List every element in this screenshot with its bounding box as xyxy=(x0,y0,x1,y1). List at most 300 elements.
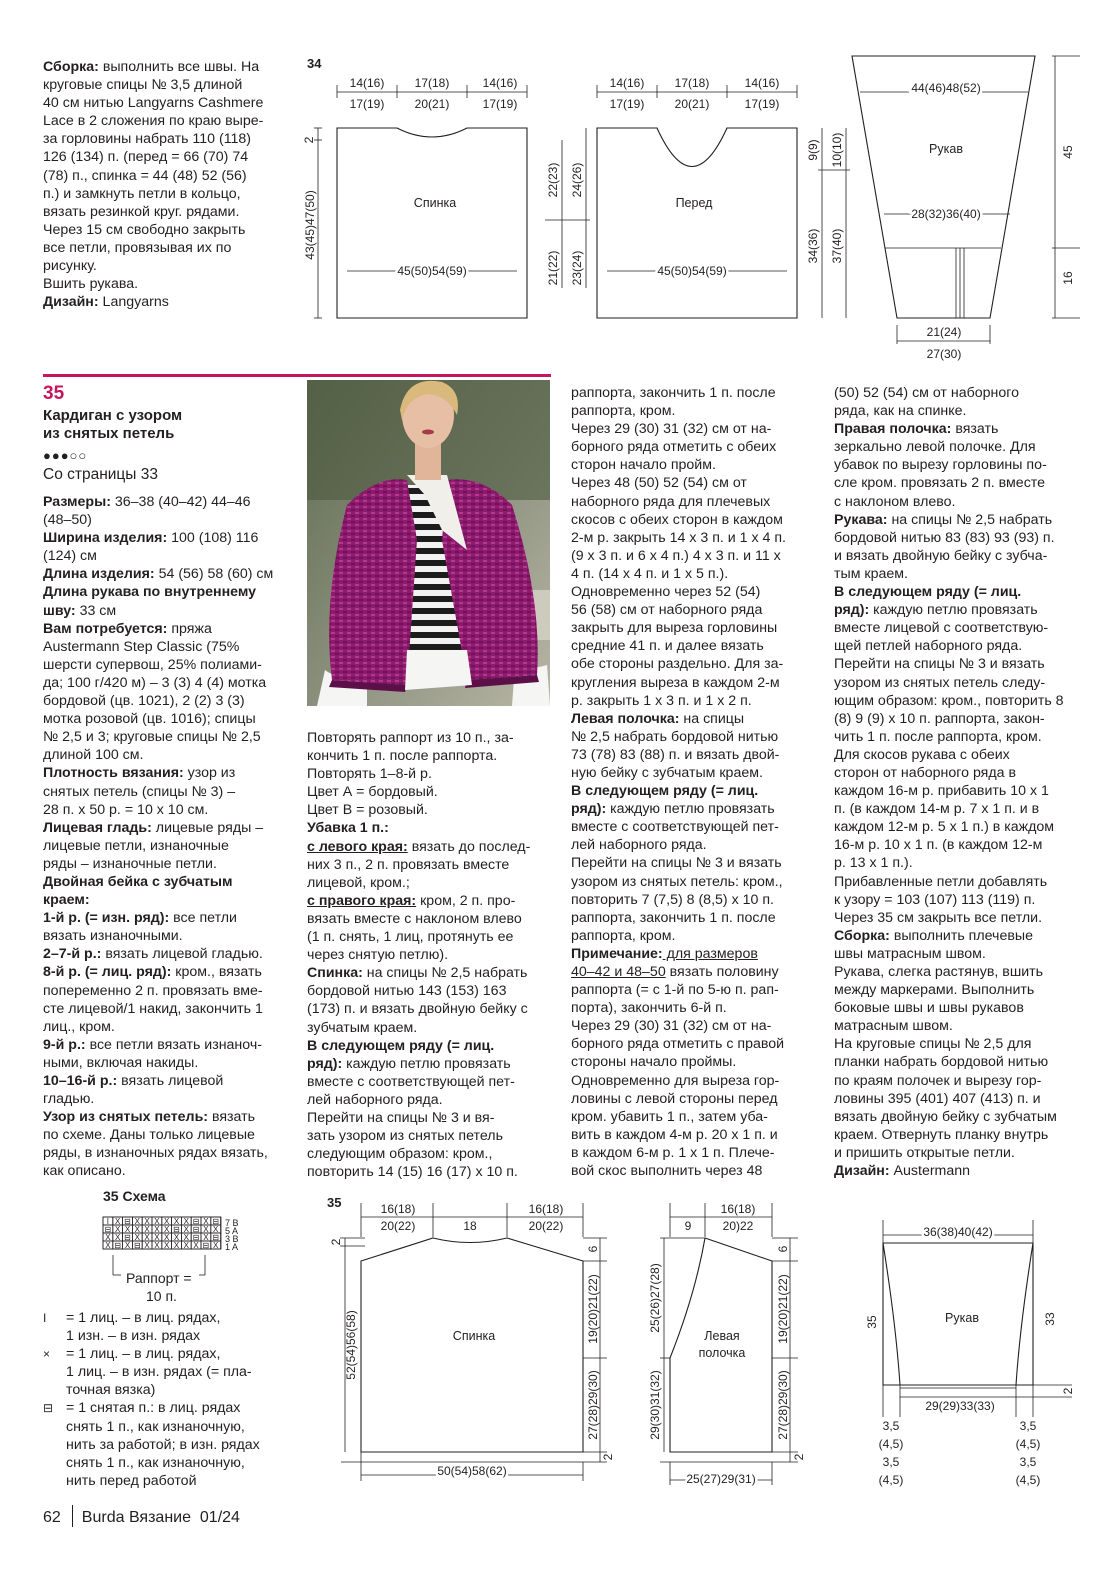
text-line: зать узором из снятых петель xyxy=(307,1128,503,1145)
text-line: п.) и замкнуть петли в кольцо, xyxy=(43,185,241,202)
chart-cell-symbol: ⊟ xyxy=(212,1233,220,1242)
text-line: зубчатым краем. xyxy=(307,1019,418,1036)
svg-text:44(46)48(52): 44(46)48(52) xyxy=(911,81,981,95)
text-line: и вязать двойную бейку с зубча- xyxy=(834,547,1048,564)
chart-cell-symbol: ⊟ xyxy=(124,1217,131,1226)
text-line: зеркально левой полочке. Для xyxy=(834,439,1036,456)
chart-cell-symbol: ⊟ xyxy=(192,1225,200,1234)
text-line: Цвет В = розовый. xyxy=(307,802,428,819)
text-line: 126 (134) п. (перед = 66 (70) 74 xyxy=(43,149,249,166)
text-line: ловины с левой стороны перед xyxy=(571,1090,778,1107)
text-line: ряда, как на спинке. xyxy=(834,403,967,420)
text-line: 10–16-й р.: вязать лицевой xyxy=(43,1073,224,1089)
chart-cell-symbol: X xyxy=(144,1241,150,1250)
section-divider xyxy=(43,374,551,377)
chart-cell-symbol: X xyxy=(154,1225,160,1234)
text-line: краем. Отвернуть планку внутрь xyxy=(834,1126,1049,1143)
svg-text:45(50)54(59): 45(50)54(59) xyxy=(397,264,467,278)
text-line: Одновременно для выреза гор- xyxy=(571,1072,780,1089)
text-line: 4 п. (14 х 4 п. и 1 х 5 п.). xyxy=(571,565,729,582)
text-line: Через 29 (30) 31 (32) см от на- xyxy=(571,421,772,438)
text-column-1 xyxy=(43,493,293,1181)
svg-text:14(16): 14(16) xyxy=(482,76,518,90)
text-line: В следующем ряду (= лиц. xyxy=(307,1037,495,1054)
text-line: сте лицевой/1 накид, закончить 1 xyxy=(43,1000,263,1017)
text-line: шву: 33 см xyxy=(43,602,117,619)
text-line: (173) п. и вязать двойную бейку с xyxy=(307,1001,528,1018)
text-line: кром. убавить 1 п., затем уба- xyxy=(571,1108,768,1125)
text-line: закрыть для выреза горловины xyxy=(571,620,778,637)
chart-cell-symbol: I xyxy=(106,1217,110,1226)
text-line: борного ряда отметить с правой xyxy=(571,1036,785,1053)
text-column-3 xyxy=(571,384,821,1180)
chart-cell-symbol: X xyxy=(203,1217,209,1226)
chart-title: 35 Схема xyxy=(103,1188,166,1204)
text-line: с правого края: кром, 2 п. про- xyxy=(307,892,516,909)
chart-cell-symbol: ⊟ xyxy=(133,1241,141,1250)
svg-text:20(22): 20(22) xyxy=(380,1219,416,1233)
page-footer xyxy=(43,1505,240,1527)
chart-cell-symbol: X xyxy=(164,1217,170,1226)
svg-text:43(45)47(50): 43(45)47(50) xyxy=(303,190,317,260)
svg-text:33: 33 xyxy=(1043,1312,1057,1326)
text-line: Перейти на спицы № 3 и вязать xyxy=(571,855,782,872)
text-line: Размеры: 36–38 (40–42) 44–46 xyxy=(43,494,251,510)
text-line: к узору = 103 (107) 113 (119) п. xyxy=(834,891,1036,908)
svg-text:36(38)40(42): 36(38)40(42) xyxy=(923,1225,993,1239)
svg-text:16(18): 16(18) xyxy=(380,1202,416,1216)
svg-text:Рукав: Рукав xyxy=(945,1311,979,1325)
text-line: Узор из снятых петель: вязать xyxy=(43,1109,255,1126)
text-line: раппорта, кром. xyxy=(571,927,676,944)
text-line: 2-м р. закрыть 14 х 3 п. и 1 х 4 п. xyxy=(571,529,786,546)
svg-text:14(16): 14(16) xyxy=(349,76,385,90)
chart-cell-symbol: ⊟ xyxy=(104,1225,112,1234)
text-line: и пришить открытые петли. xyxy=(834,1144,1015,1161)
text-line: Длина изделия: 54 (56) 58 (60) см xyxy=(43,566,274,583)
text-line: р. закрыть 1 х 3 п. и 1 х 2 п. xyxy=(571,692,752,709)
text-line: Прибавленные петли добавлять xyxy=(834,873,1048,890)
svg-text:2: 2 xyxy=(329,1238,343,1246)
diagram-35-number: 35 xyxy=(327,1195,342,1210)
text-line: Повторять 1–8-й р. xyxy=(307,766,432,783)
svg-text:27(30): 27(30) xyxy=(926,347,962,361)
page-reference: Со страницы 33 xyxy=(43,466,158,483)
svg-text:7 B: 7 B xyxy=(225,1218,239,1228)
svg-text:Перед: Перед xyxy=(675,196,713,210)
svg-text:2: 2 xyxy=(1061,1387,1075,1395)
text-line: бордовой (цв. 1021), 2 (2) 3 (3) xyxy=(43,693,245,710)
text-line: узором из снятых петель: кром., xyxy=(571,873,783,890)
svg-text:3,5: 3,5 xyxy=(1019,1455,1037,1469)
svg-text:45: 45 xyxy=(1061,145,1075,159)
chart-cell-symbol: ⊟ xyxy=(192,1233,200,1242)
text-line: р. 13 х 1 п.). xyxy=(834,855,913,872)
svg-text:10(10): 10(10) xyxy=(830,132,844,168)
cardigan-photo xyxy=(307,380,550,706)
text-line: них 3 п., 2 п. провязать вместе xyxy=(307,856,510,873)
svg-text:2: 2 xyxy=(792,1453,806,1461)
text-line: каждом 16-м р. прибавить 10 х 1 xyxy=(834,783,1049,800)
text-line: (9 х 3 п. и 6 х 4 п.) 4 х 3 п. и 11 х xyxy=(571,547,781,564)
svg-text:24(26): 24(26) xyxy=(570,162,584,198)
text-line: круговые спицы № 3,5 длиной xyxy=(43,77,243,94)
svg-text:21(24): 21(24) xyxy=(926,325,962,339)
svg-text:Спинка: Спинка xyxy=(452,1329,496,1343)
text-line: Рукава: на спицы № 2,5 набрать xyxy=(834,511,1053,528)
text-line: (48–50) xyxy=(43,512,92,529)
text-line: (8) 9 (9) х 10 п. раппорта, закон- xyxy=(834,710,1045,727)
svg-text:23(24): 23(24) xyxy=(570,250,584,286)
chart-cell-symbol: ⊟ xyxy=(124,1233,131,1242)
svg-text:5 A: 5 A xyxy=(225,1226,239,1236)
text-line: длиной 100 см. xyxy=(43,747,144,764)
text-line: Левая полочка: на спицы xyxy=(571,710,745,727)
text-line: в каждом 6-м р. 1 х 1 п. Плече- xyxy=(571,1144,775,1161)
chart-cell-symbol: X xyxy=(124,1241,131,1250)
svg-text:27(28)29(30): 27(28)29(30) xyxy=(586,1370,600,1440)
text-line: Убавка 1 п.: xyxy=(307,820,389,837)
text-line: (78) п., спинка = 44 (48) 52 (56) xyxy=(43,167,247,184)
chart-cell-symbol: X xyxy=(213,1241,219,1250)
svg-text:14(16): 14(16) xyxy=(609,76,645,90)
chart-cell-symbol: X xyxy=(183,1225,189,1234)
text-line: В следующем ряду (= лиц. xyxy=(571,783,759,800)
chart-cell-symbol: X xyxy=(173,1233,180,1242)
text-line: Austermann Step Classic (75% xyxy=(43,638,240,655)
text-line: вязать двойную бейку с зубчатым xyxy=(834,1108,1057,1125)
svg-text:2: 2 xyxy=(302,136,316,144)
text-line: ными, включая накиды. xyxy=(43,1054,199,1071)
text-line: Ширина изделия: 100 (108) 116 xyxy=(43,530,259,547)
svg-text:17(19): 17(19) xyxy=(744,97,780,111)
chart-cell-symbol: X xyxy=(203,1225,209,1234)
text-line: 9-й р.: все петли вязать изнаноч- xyxy=(43,1036,262,1053)
text-line: № 2,5 и 3; круговые спицы № 2,5 xyxy=(43,729,261,746)
svg-text:25(26)27(28): 25(26)27(28) xyxy=(648,1263,662,1333)
svg-text:Левая: Левая xyxy=(704,1329,740,1343)
text-line: шерсти супервош, 25% полиами- xyxy=(43,656,262,673)
svg-text:2: 2 xyxy=(601,1453,615,1461)
text-line: Длина рукава по внутреннему xyxy=(43,584,257,601)
text-line: попеременно 2 п. провязать вме- xyxy=(43,982,263,999)
text-line: через снятую петлю). xyxy=(307,947,449,964)
svg-text:3,5: 3,5 xyxy=(1019,1419,1037,1433)
chart-cell-symbol: X xyxy=(213,1225,219,1234)
text-line: Двойная бейка с зубчатым xyxy=(43,873,233,890)
text-line: ряды – изнаночные петли. xyxy=(43,855,217,872)
text-line: между маркерами. Выполнить xyxy=(834,982,1035,999)
svg-text:45(50)54(59): 45(50)54(59) xyxy=(657,264,727,278)
text-line: раппорта, закончить 1 п. после xyxy=(571,385,776,401)
chart-cell-symbol: X xyxy=(193,1241,199,1250)
text-line: На круговые спицы № 2,5 для xyxy=(834,1036,1032,1053)
text-line: сторон от наборного ряда в xyxy=(834,764,1017,781)
svg-text:37(40): 37(40) xyxy=(830,228,844,264)
svg-text:Спинка: Спинка xyxy=(413,196,457,210)
chart-cell-symbol: ⊟ xyxy=(192,1217,200,1226)
text-line: Для скосов рукава с обеих xyxy=(834,746,1010,763)
text-line: с левого края: вязать до послед- xyxy=(307,838,531,855)
text-line: Сборка: выполнить все швы. На xyxy=(43,59,260,75)
text-line: 40–42 и 48–50 вязать половину xyxy=(571,964,779,980)
text-line: вой скос выполнить через 48 xyxy=(571,1163,763,1180)
svg-text:16(18): 16(18) xyxy=(528,1202,564,1216)
svg-text:20(22): 20(22) xyxy=(528,1219,564,1233)
text-line: вязать вместе с наклоном влево xyxy=(307,910,522,927)
chart-cell-symbol: X xyxy=(183,1233,189,1242)
text-column-4 xyxy=(834,384,1084,1180)
text-line: Плотность вязания: узор из xyxy=(43,765,236,782)
text-line: Дизайн: Langyarns xyxy=(43,294,169,311)
text-line: вязать изнаночными. xyxy=(43,928,183,945)
chart-cell-symbol: X xyxy=(144,1225,150,1234)
sleeve-schematic xyxy=(852,56,1080,361)
text-line: матрасным швом. xyxy=(834,1018,953,1035)
chart-cell-symbol: X xyxy=(203,1233,209,1242)
svg-text:6: 6 xyxy=(776,1245,790,1253)
text-line: Через 48 (50) 52 (54) см от xyxy=(571,475,747,492)
text-line: щей петлей наборного ряда. xyxy=(834,638,1023,655)
chart-cell-symbol: X xyxy=(115,1225,121,1234)
svg-text:29(29)33(33): 29(29)33(33) xyxy=(925,1399,995,1413)
text-line: стороны начало проймы. xyxy=(571,1054,737,1071)
text-line: 8-й р. (= лиц. ряд): кром., вязать xyxy=(43,964,262,981)
text-line: Лицевая гладь: лицевые ряды – xyxy=(43,819,264,836)
text-line: следующим образом: кром., xyxy=(307,1146,493,1163)
text-line: ряд): каждую петлю провязать xyxy=(307,1055,511,1072)
text-line: лиц., кром. xyxy=(43,1018,115,1035)
chart-cell-symbol: X xyxy=(134,1233,140,1242)
text-line: Повторять раппорт из 10 п., за- xyxy=(307,730,514,746)
chart-cell-symbol: X xyxy=(124,1225,131,1234)
svg-text:(4,5): (4,5) xyxy=(878,1437,904,1451)
text-line: раппорта, закончить 1 п. после xyxy=(571,909,776,926)
chart-cell-symbol: X xyxy=(164,1225,170,1234)
text-line: узором из снятых петель следу- xyxy=(834,674,1046,691)
text-line: наборного ряда для плечевых xyxy=(571,493,771,510)
text-column-2 xyxy=(307,729,557,1181)
svg-text:20(21): 20(21) xyxy=(414,97,450,111)
svg-text:20)22: 20)22 xyxy=(722,1219,754,1233)
legend-symbol-icon: ⊟ xyxy=(43,1401,54,1416)
svg-text:25(27)29(31): 25(27)29(31) xyxy=(686,1472,756,1486)
chart-cell-symbol: X xyxy=(154,1233,160,1242)
text-line: бордовой нитью 83 (83) 93 (93) п. xyxy=(834,529,1055,546)
svg-text:16: 16 xyxy=(1061,271,1075,285)
text-line: Через 15 см свободно закрыть xyxy=(43,221,246,238)
svg-text:3 B: 3 B xyxy=(225,1234,239,1244)
front-schematic xyxy=(597,76,850,318)
chart-cell-symbol: X xyxy=(164,1241,170,1250)
svg-text:19(20)21(22): 19(20)21(22) xyxy=(586,1274,600,1344)
chart-cell-symbol: X xyxy=(105,1241,111,1250)
text-line: как описано. xyxy=(43,1163,126,1180)
text-line: гладью. xyxy=(43,1091,95,1108)
chart-cell-symbol: X xyxy=(105,1233,111,1242)
text-line: Дизайн: Austermann xyxy=(834,1163,971,1180)
text-line: Спинка: на спицы № 2,5 набрать xyxy=(307,965,528,982)
text-line: п. (в каждом 14-м р. 7 х 1 п. и в xyxy=(834,801,1040,818)
chart-cell-symbol: X xyxy=(183,1217,189,1226)
chart-cell-symbol: ⊟ xyxy=(114,1241,122,1250)
issue: 01/24 xyxy=(199,1509,240,1526)
text-line: повторить 14 (15) 16 (17) х 10 п. xyxy=(307,1164,518,1181)
svg-text:полочка: полочка xyxy=(698,1346,746,1360)
text-line: тым краем. xyxy=(834,565,908,582)
text-line: 56 (58) см от наборного ряда xyxy=(571,602,763,619)
text-line: ную бейку с зубчатым краем. xyxy=(571,764,763,781)
text-line: Цвет А = бордовый. xyxy=(307,784,438,801)
text-line: ряд): каждую петлю провязать xyxy=(571,801,775,818)
chart-cell-symbol: X xyxy=(115,1217,121,1226)
text-line: Рукава, слегка растянув, вшить xyxy=(834,964,1044,980)
svg-text:Рукав: Рукав xyxy=(929,142,963,156)
svg-text:22(23): 22(23) xyxy=(546,162,560,198)
text-line: Перейти на спицы № 3 и вязать xyxy=(834,656,1045,673)
chart-cell-symbol: X xyxy=(134,1217,140,1226)
text-line: Перейти на спицы № 3 и вя- xyxy=(307,1109,495,1126)
text-line: Одновременно через 52 (54) xyxy=(571,584,761,601)
text-line: Через 35 см закрыть все петли. xyxy=(834,909,1043,926)
text-line: кончить 1 п. после раппорта. xyxy=(307,748,498,765)
svg-text:(4,5): (4,5) xyxy=(1015,1437,1041,1451)
text-line: по схеме. Даны только лицевые xyxy=(43,1127,255,1144)
text-line: швы матрасным швом. xyxy=(834,945,986,962)
chart-cell-symbol: X xyxy=(154,1241,160,1250)
text-line: чить 1 п. после раппорта, кром. xyxy=(834,728,1042,745)
text-line: ющим образом: кром., повторить 8 xyxy=(834,692,1064,709)
text-line: Вам потребуется: пряжа xyxy=(43,620,212,637)
text-line: раппорта (= с 1-й по 5-ю п. рап- xyxy=(571,982,779,999)
text-line: В следующем ряду (= лиц. xyxy=(834,584,1022,601)
legend-symbol-icon: I xyxy=(43,1311,47,1325)
text-line: (1 п. снять, 1 лиц, протянуть ее xyxy=(307,929,514,946)
diagram-34 xyxy=(0,0,1111,370)
svg-text:52(54)56(58): 52(54)56(58) xyxy=(344,1310,358,1380)
svg-text:17(19): 17(19) xyxy=(609,97,645,111)
text-line: Lace в 2 сложения по краю выре- xyxy=(43,113,264,130)
diagram-34-number: 34 xyxy=(307,56,322,71)
article-title: Кардиган с узором из снятых петель xyxy=(43,407,183,442)
sleeve-schematic-35 xyxy=(865,1220,1075,1487)
svg-text:9: 9 xyxy=(684,1219,692,1233)
text-line: все петли, провязывая их по xyxy=(43,239,232,256)
text-line: лицевой, кром.; xyxy=(307,874,410,891)
chart-cell-symbol: ⊟ xyxy=(202,1241,210,1250)
text-line: средние 41 п. и далее вязать xyxy=(571,638,764,655)
svg-text:50(54)58(62): 50(54)58(62) xyxy=(437,1464,507,1478)
svg-text:29(30)31(32): 29(30)31(32) xyxy=(648,1370,662,1440)
diagram-35 xyxy=(0,1185,1111,1505)
svg-text:34(36): 34(36) xyxy=(806,228,820,264)
text-line: боковые швы и швы рукавов xyxy=(834,1000,1024,1017)
svg-text:27(28)29(30): 27(28)29(30) xyxy=(776,1370,790,1440)
text-line: скосов с обеих сторон в каждом xyxy=(571,511,783,528)
svg-text:17(18): 17(18) xyxy=(674,76,710,90)
chart-cell-symbol: X xyxy=(134,1225,140,1234)
text-line: вязать резинкой круг. рядами. xyxy=(43,203,240,220)
chart-cell-symbol: ⊟ xyxy=(212,1217,220,1226)
text-line: бордовой нитью 143 (153) 163 xyxy=(307,983,507,1000)
text-line: краем: xyxy=(43,892,90,909)
svg-text:28(32)36(40): 28(32)36(40) xyxy=(911,207,981,221)
svg-text:16(18): 16(18) xyxy=(720,1202,756,1216)
text-line: 1-й р. (= изн. ряд): все петли xyxy=(43,910,237,927)
svg-text:6: 6 xyxy=(586,1245,600,1253)
text-line: каждом 12-м р. 5 х 1 п.) в каждом xyxy=(834,819,1055,836)
svg-text:35: 35 xyxy=(865,1315,879,1329)
text-line: ряд): каждую петлю провязать xyxy=(834,602,1038,619)
text-line: вить в каждом 4-м р. 20 х 1 п. и xyxy=(571,1126,778,1143)
text-line: да; 100 г/420 м) – 3 (3) 4 (4) мотка xyxy=(43,674,267,691)
text-line: 40 см нитью Langyarns Cashmere xyxy=(43,95,264,112)
text-line: раппорта, кром. xyxy=(571,403,676,420)
svg-text:17(18): 17(18) xyxy=(414,76,450,90)
chart-cell-symbol: X xyxy=(173,1217,180,1226)
difficulty-rating: ●●●○○ xyxy=(43,448,88,463)
legend-symbol-icon: × xyxy=(43,1347,51,1362)
svg-text:19(20)21(22): 19(20)21(22) xyxy=(776,1274,790,1344)
legend-item: ⊟ = 1 снятая п.: в лиц. рядах снять 1 п., как изнаночную, нить за работой; в изн. рядах снять 1 п., как изнаночную, нить перед работой xyxy=(43,1400,260,1489)
front-schematic-35 xyxy=(648,1202,806,1486)
magazine-name: Burda Вязание xyxy=(81,1509,191,1526)
chart-cell-symbol: X xyxy=(144,1217,150,1226)
text-line: вместе лицевой с соответствую- xyxy=(834,620,1049,637)
text-line: Примечание: для размеров xyxy=(571,945,758,962)
text-line: убавок по вырезу горловины по- xyxy=(834,457,1047,474)
text-line: сторон начало пройм. xyxy=(571,457,716,474)
chart-cell-symbol: ⊟ xyxy=(173,1225,180,1234)
text-line: повторить 7 (7,5) 8 (8,5) х 10 п. xyxy=(571,891,774,908)
text-line: ряды, в изнаночных рядах вязать, xyxy=(43,1145,268,1162)
svg-text:(4,5): (4,5) xyxy=(1015,1473,1041,1487)
legend-item: × = 1 лиц. – в лиц. рядах, 1 лиц. – в изн. рядах (= пла- точная вязка) xyxy=(43,1346,252,1399)
back-schematic xyxy=(302,76,590,318)
chart-cell-symbol: X xyxy=(173,1241,180,1250)
text-line: 73 (78) 83 (88) п. и вязать двой- xyxy=(571,746,780,763)
text-line: вместе с соответствующей пет- xyxy=(307,1073,515,1090)
text-line: порта), закончить 6-й п. xyxy=(571,1000,727,1017)
text-line: вместе с соответствующей пет- xyxy=(571,819,779,836)
text-line: планки набрать бордовой нитью xyxy=(834,1054,1049,1071)
text-line: обе стороны раздельно. Для за- xyxy=(571,656,784,673)
text-line: с наклоном влево. xyxy=(834,493,956,510)
text-line: за горловины набрать 110 (118) xyxy=(43,131,252,148)
text-line: по краям полочек и вырезу гор- xyxy=(834,1072,1042,1089)
svg-text:(4,5): (4,5) xyxy=(878,1473,904,1487)
svg-text:14(16): 14(16) xyxy=(744,76,780,90)
legend-item: I = 1 лиц. – в лиц. рядах, 1 изн. – в изн. рядах xyxy=(43,1310,221,1345)
svg-text:17(19): 17(19) xyxy=(482,97,518,111)
text-line: кругления выреза в каждом 2-м xyxy=(571,674,780,691)
svg-text:20(21): 20(21) xyxy=(674,97,710,111)
text-line: лицевые петли, изнаночные xyxy=(43,837,229,854)
text-line: № 2,5 набрать бордовой нитью xyxy=(571,728,779,745)
text-line: снятых петель (спицы № 3) – xyxy=(43,783,236,800)
text-line: 16-м р. 10 х 1 п. (в каждом 12-м xyxy=(834,837,1043,854)
text-line: Через 29 (30) 31 (32) см от на- xyxy=(571,1018,772,1035)
svg-text:Раппорт =: Раппорт = xyxy=(126,1270,192,1286)
text-line: (50) 52 (54) см от наборного xyxy=(834,385,1019,401)
text-line: борного ряда отметить с обеих xyxy=(571,439,777,456)
text-line: лей наборного ряда. xyxy=(571,837,707,854)
text-line: рисунку. xyxy=(43,258,97,275)
back-schematic-35 xyxy=(329,1202,615,1481)
svg-text:3,5: 3,5 xyxy=(882,1455,900,1469)
page-number: 62 xyxy=(43,1509,61,1526)
text-line: сле кром. провязать 2 п. вместе xyxy=(834,475,1046,492)
